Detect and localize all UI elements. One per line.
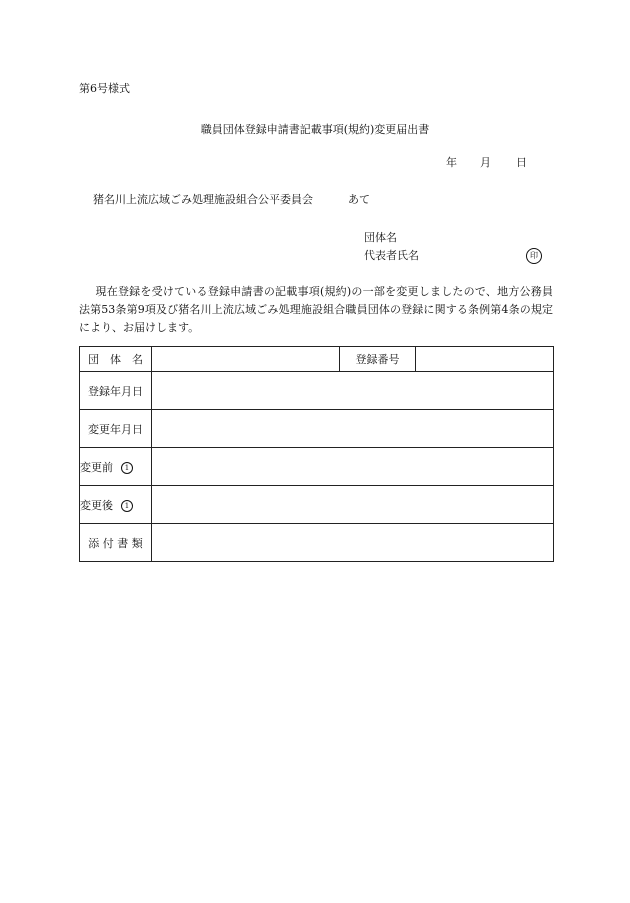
- change-date-label: 変更年月日: [80, 410, 152, 448]
- registration-number-input-cell[interactable]: [416, 347, 554, 372]
- org-name-input-cell[interactable]: [152, 347, 340, 372]
- applicant-org-name-label: 団体名: [364, 231, 397, 244]
- table-row-after-change: [80, 486, 554, 524]
- after-change-label-cell: [80, 486, 152, 524]
- date-month-label: 月: [480, 156, 491, 169]
- circled-number-1: 1: [121, 462, 133, 474]
- change-date-input-cell[interactable]: [152, 410, 554, 448]
- org-name-cell-label: 団 体 名: [80, 347, 152, 372]
- registration-date-label: 登録年月日: [80, 372, 152, 410]
- registration-date-input-cell[interactable]: [152, 372, 554, 410]
- applicant-representative-label: 代表者氏名: [364, 249, 419, 262]
- table-row-before-change: [80, 448, 554, 486]
- date-year-label: 年: [446, 156, 457, 169]
- addressee-suffix: あて: [348, 193, 370, 206]
- document-title: 職員団体登録申請書記載事項(規約)変更届出書: [200, 123, 430, 136]
- after-change-input-cell[interactable]: [152, 486, 554, 524]
- form-number: 第6号様式: [79, 82, 130, 95]
- circled-number-1: 1: [121, 500, 133, 512]
- seal-mark: 印: [526, 248, 542, 264]
- before-change-label-cell: [80, 448, 152, 486]
- before-change-input-cell[interactable]: [152, 448, 554, 486]
- before-change-label: 変更前: [80, 460, 113, 474]
- table-row-org-name: [80, 347, 554, 372]
- date-day-label: 日: [516, 156, 527, 169]
- after-change-label: 変更後: [80, 498, 113, 512]
- table-row-registration-date: [80, 372, 554, 410]
- body-paragraph: 現在登録を受けている登録申請書の記載事項(規約)の一部を変更しましたので、地方公務員法第53条第9項及び猪名川上流広域ごみ処理施設組合職員団体の登録に関する条例第4条の規定により、お届けします。: [79, 285, 553, 334]
- change-notice-table: [79, 346, 554, 562]
- attachments-input-cell[interactable]: [152, 524, 554, 562]
- table-row-attachments: [80, 524, 554, 562]
- registration-number-label: 登録番号: [340, 347, 416, 372]
- attachments-label: 添 付 書 類: [80, 524, 152, 562]
- table-row-change-date: [80, 410, 554, 448]
- addressee-name: 猪名川上流広域ごみ処理施設組合公平委員会: [93, 193, 313, 206]
